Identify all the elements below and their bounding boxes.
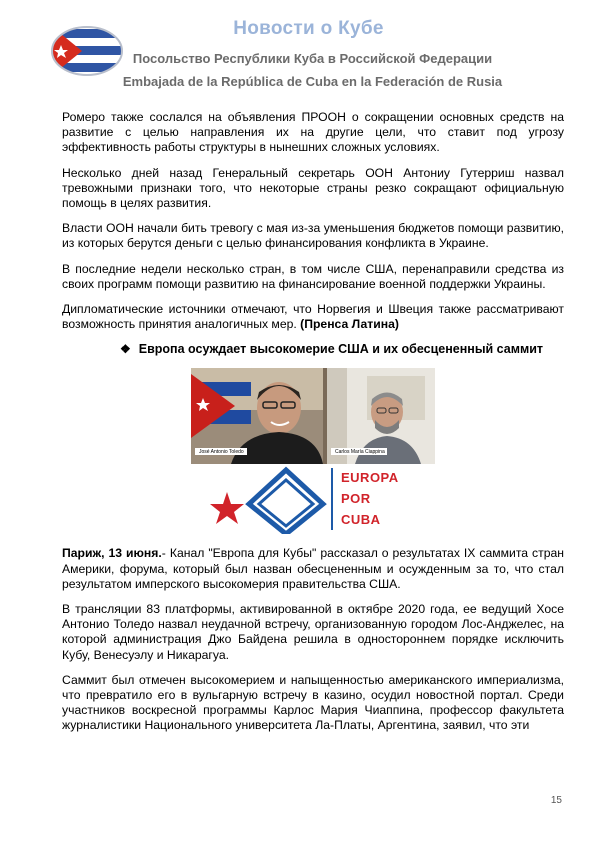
- lead-text: - Канал "Европа для Кубы" рассказал о результатах IX саммита стран Америки, форума, который был назван обесцененным и осужденным за то, что стал результатом имперского высокомерия правительства США.: [62, 546, 564, 591]
- right-caption: Carlos María Ciappina: [335, 449, 385, 456]
- paragraph-with-source: [62, 302, 564, 332]
- video-call-photo: [191, 368, 435, 464]
- paragraph: В последние недели несколько стран, в том числе США, перенаправили средства из своих программ помощи развитию на финансирование военной поддержки Украины.: [62, 261, 564, 291]
- embassy-name-es: Embajada de la República de Cuba en la Federación de Rusia: [122, 74, 503, 89]
- brand-line-3: CUBA: [341, 512, 381, 528]
- source-credit: (Пренса Латина): [300, 317, 399, 332]
- page-number: 15: [550, 795, 562, 806]
- article-body: [62, 110, 564, 744]
- section-heading: [62, 342, 564, 356]
- paragraph: Власти ООН начали бить тревогу с мая из-за уменьшения бюджетов помощи развитию, из которых берутся деньги с целью финансирования конфликта в Украине.: [62, 221, 564, 251]
- paragraph: Несколько дней назад Генеральный секретарь ООН Антониу Гутерриш назвал тревожными признаки того, что некоторые страны резко сокращают официальную помощь в целях развития.: [62, 165, 564, 211]
- paragraph: В трансляции 83 платформы, активированной в октябре 2020 года, ее ведущий Хосе Антонио Толедо назвал неудачной встречу, организованную городом Лос-Анджелес, на которой администрация Джо Байдена решила в одностороннем порядке исключить Кубу, Венесуэлу и Никарагуа.: [62, 602, 564, 662]
- paragraph: Ромеро также сослался на объявления ПРООН о сокращении основных средств на развитие с целью направления их на другие цели, что ставит под угрозу эффективность работы структуры в нынешних сложных условиях.: [62, 110, 564, 155]
- brand-line-2: POR: [341, 491, 371, 507]
- brand-line-1: EUROPA: [341, 470, 399, 486]
- paragraph: Саммит был отмечен высокомерием и напыщенностью американского империализма, что превратило его в вульгарную встречу в казино, осудил новостной портал. Среди участников воскресной программы Карлос Мария Чиаппина, профессор факультета журналистики Национального университета Ла-Платы, Аргентина, заявил, что эти: [62, 672, 564, 733]
- lead-paragraph: [62, 546, 564, 592]
- diamond-bullet-icon: ❖: [120, 342, 131, 357]
- paragraph-text: Дипломатические источники отмечают, что Норвегия и Швеция также рассматривают возможность принятия аналогичных мер.: [62, 302, 564, 332]
- page-header: [0, 0, 607, 100]
- europa-por-cuba-logo: [191, 464, 435, 534]
- section-title: Европа осуждает высокомерие США и их обесцененный саммит: [138, 342, 544, 357]
- left-caption: José Antonio Toledo: [199, 449, 244, 456]
- newsletter-title: Новости о Кубе: [233, 18, 384, 39]
- embassy-name-ru: Посольство Республики Куба в Российской Федерации: [132, 51, 493, 66]
- dateline: Париж, 13 июня.: [62, 546, 162, 561]
